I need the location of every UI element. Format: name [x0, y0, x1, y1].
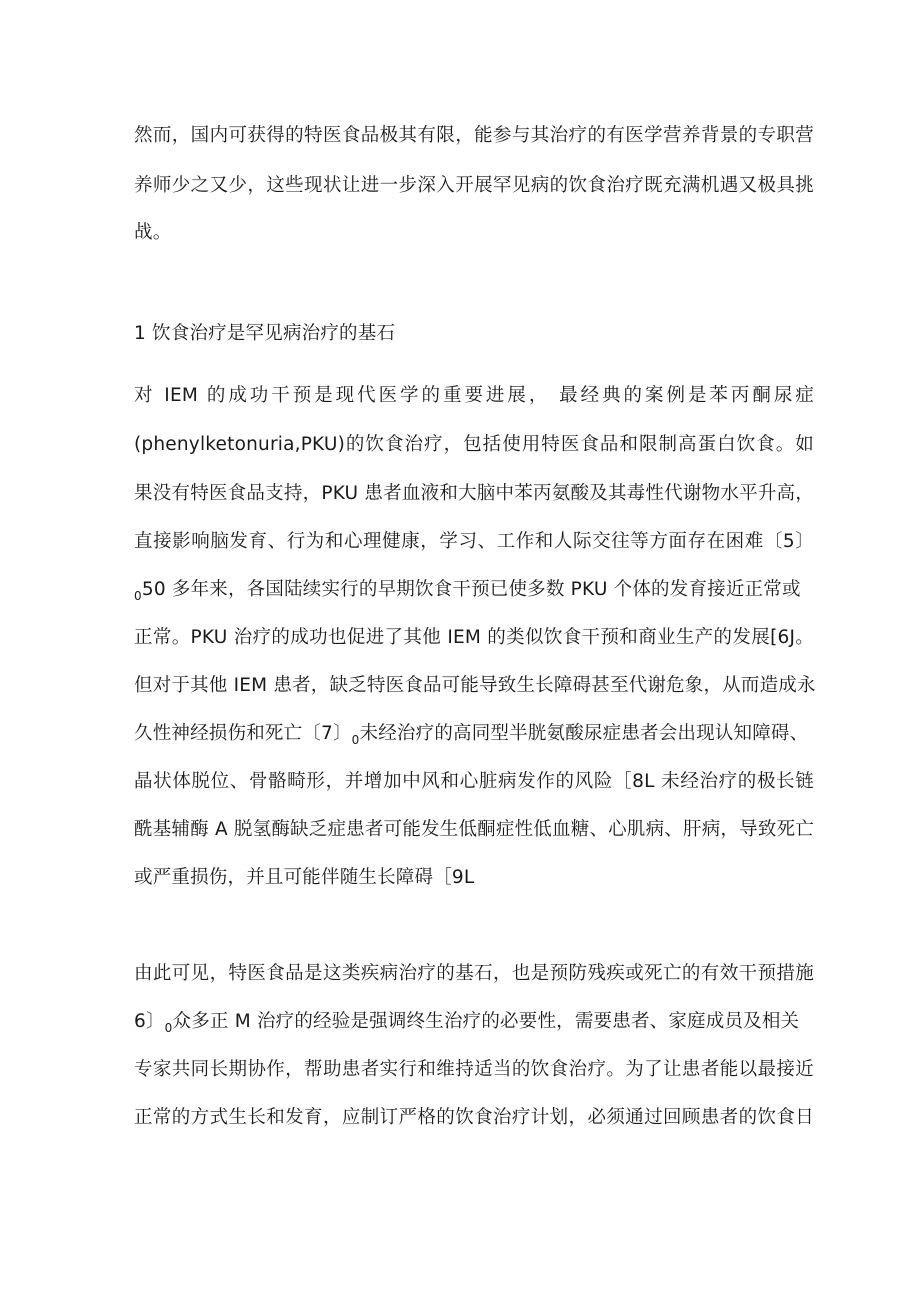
- section-heading: 1 饮食治疗是罕见病治疗的基石: [134, 323, 396, 344]
- paragraph1-line-6: 正常。PKU 治疗的成功也促进了其他 IEM 的类似饮食干预和商业生产的发展[6J。: [134, 627, 814, 648]
- subscript-zero: 0: [351, 733, 360, 747]
- paragraph1-line-1: 对 IEM 的成功干预是现代医学的重要进展， 最经典的案例是苯丙酮尿症: [134, 385, 814, 406]
- paragraph1-line-5: [134, 578, 814, 608]
- subscript-zero: 0: [164, 1021, 173, 1035]
- paragraph1-line-7: 但对于其他 IEM 患者，缺乏特医食品可能导致生长障碍甚至代谢危象，从而造成永: [134, 675, 816, 696]
- paragraph2-line-3: 专家共同长期协作，帮助患者实行和维持适当的饮食治疗。为了让患者能以最接近: [134, 1059, 814, 1080]
- paragraph1-line-8: [134, 722, 814, 752]
- intro-line-1: 然而，国内可获得的特医食品极其有限，能参与其治疗的有医学营养背景的专职营: [134, 125, 814, 146]
- paragraph1-line-10: 酰基辅酶 A 脱氢酶缺乏症患者可能发生低酮症性低血糖、心肌病、肝病，导致死亡: [134, 819, 814, 840]
- paragraph2-line-2-post: 众多正 M 治疗的经验是强调终生治疗的必要性，需要患者、家庭成员及相关: [172, 1011, 800, 1032]
- paragraph1-line-8-post: 未经治疗的高同型半胱氨酸尿症患者会出现认知障碍、: [359, 723, 809, 744]
- paragraph1-line-11: 或严重损伤，并且可能伴随生长障碍［9L: [134, 867, 475, 888]
- paragraph1-line-8-pre: 久性神经损伤和死亡〔7〕: [134, 723, 352, 744]
- subscript-zero: 0: [134, 589, 142, 603]
- intro-line-3: 战。: [134, 222, 172, 243]
- paragraph2-line-1: 由此可见，特医食品是这类疾病治疗的基石，也是预防残疾或死亡的有效干预措施: [134, 963, 814, 984]
- paragraph2-line-4: 正常的方式生长和发育，应制订严格的饮食治疗计划，必须通过回顾患者的饮食日: [134, 1107, 814, 1128]
- intro-line-2: 养师少之又少，这些现状让进一步深入开展罕见病的饮食治疗既充满机遇又极具挑: [134, 175, 814, 196]
- paragraph1-line-4: 直接影响脑发育、行为和心理健康，学习、工作和人际交往等方面存在困难〔5〕: [134, 531, 814, 552]
- paragraph1-line-3: 果没有特医食品支持，PKU 患者血液和大脑中苯丙氨酸及其毒性代谢物水平升高，: [134, 483, 814, 504]
- paragraph2-line-2: [134, 1010, 814, 1040]
- paragraph1-line-5-text: 50 多年来，各国陆续实行的早期饮食干预已使多数 PKU 个体的发育接近正常或: [141, 579, 801, 600]
- paragraph1-line-9: 晶状体脱位、骨骼畸形，并增加中风和心脏病发作的风险［8L 未经治疗的极长链: [134, 771, 814, 792]
- paragraph2-line-2-pre: 6〕: [134, 1011, 165, 1032]
- paragraph1-line-2: (phenylketonuria,PKU)的饮食治疗，包括使用特医食品和限制高蛋白饮食。如: [134, 434, 814, 455]
